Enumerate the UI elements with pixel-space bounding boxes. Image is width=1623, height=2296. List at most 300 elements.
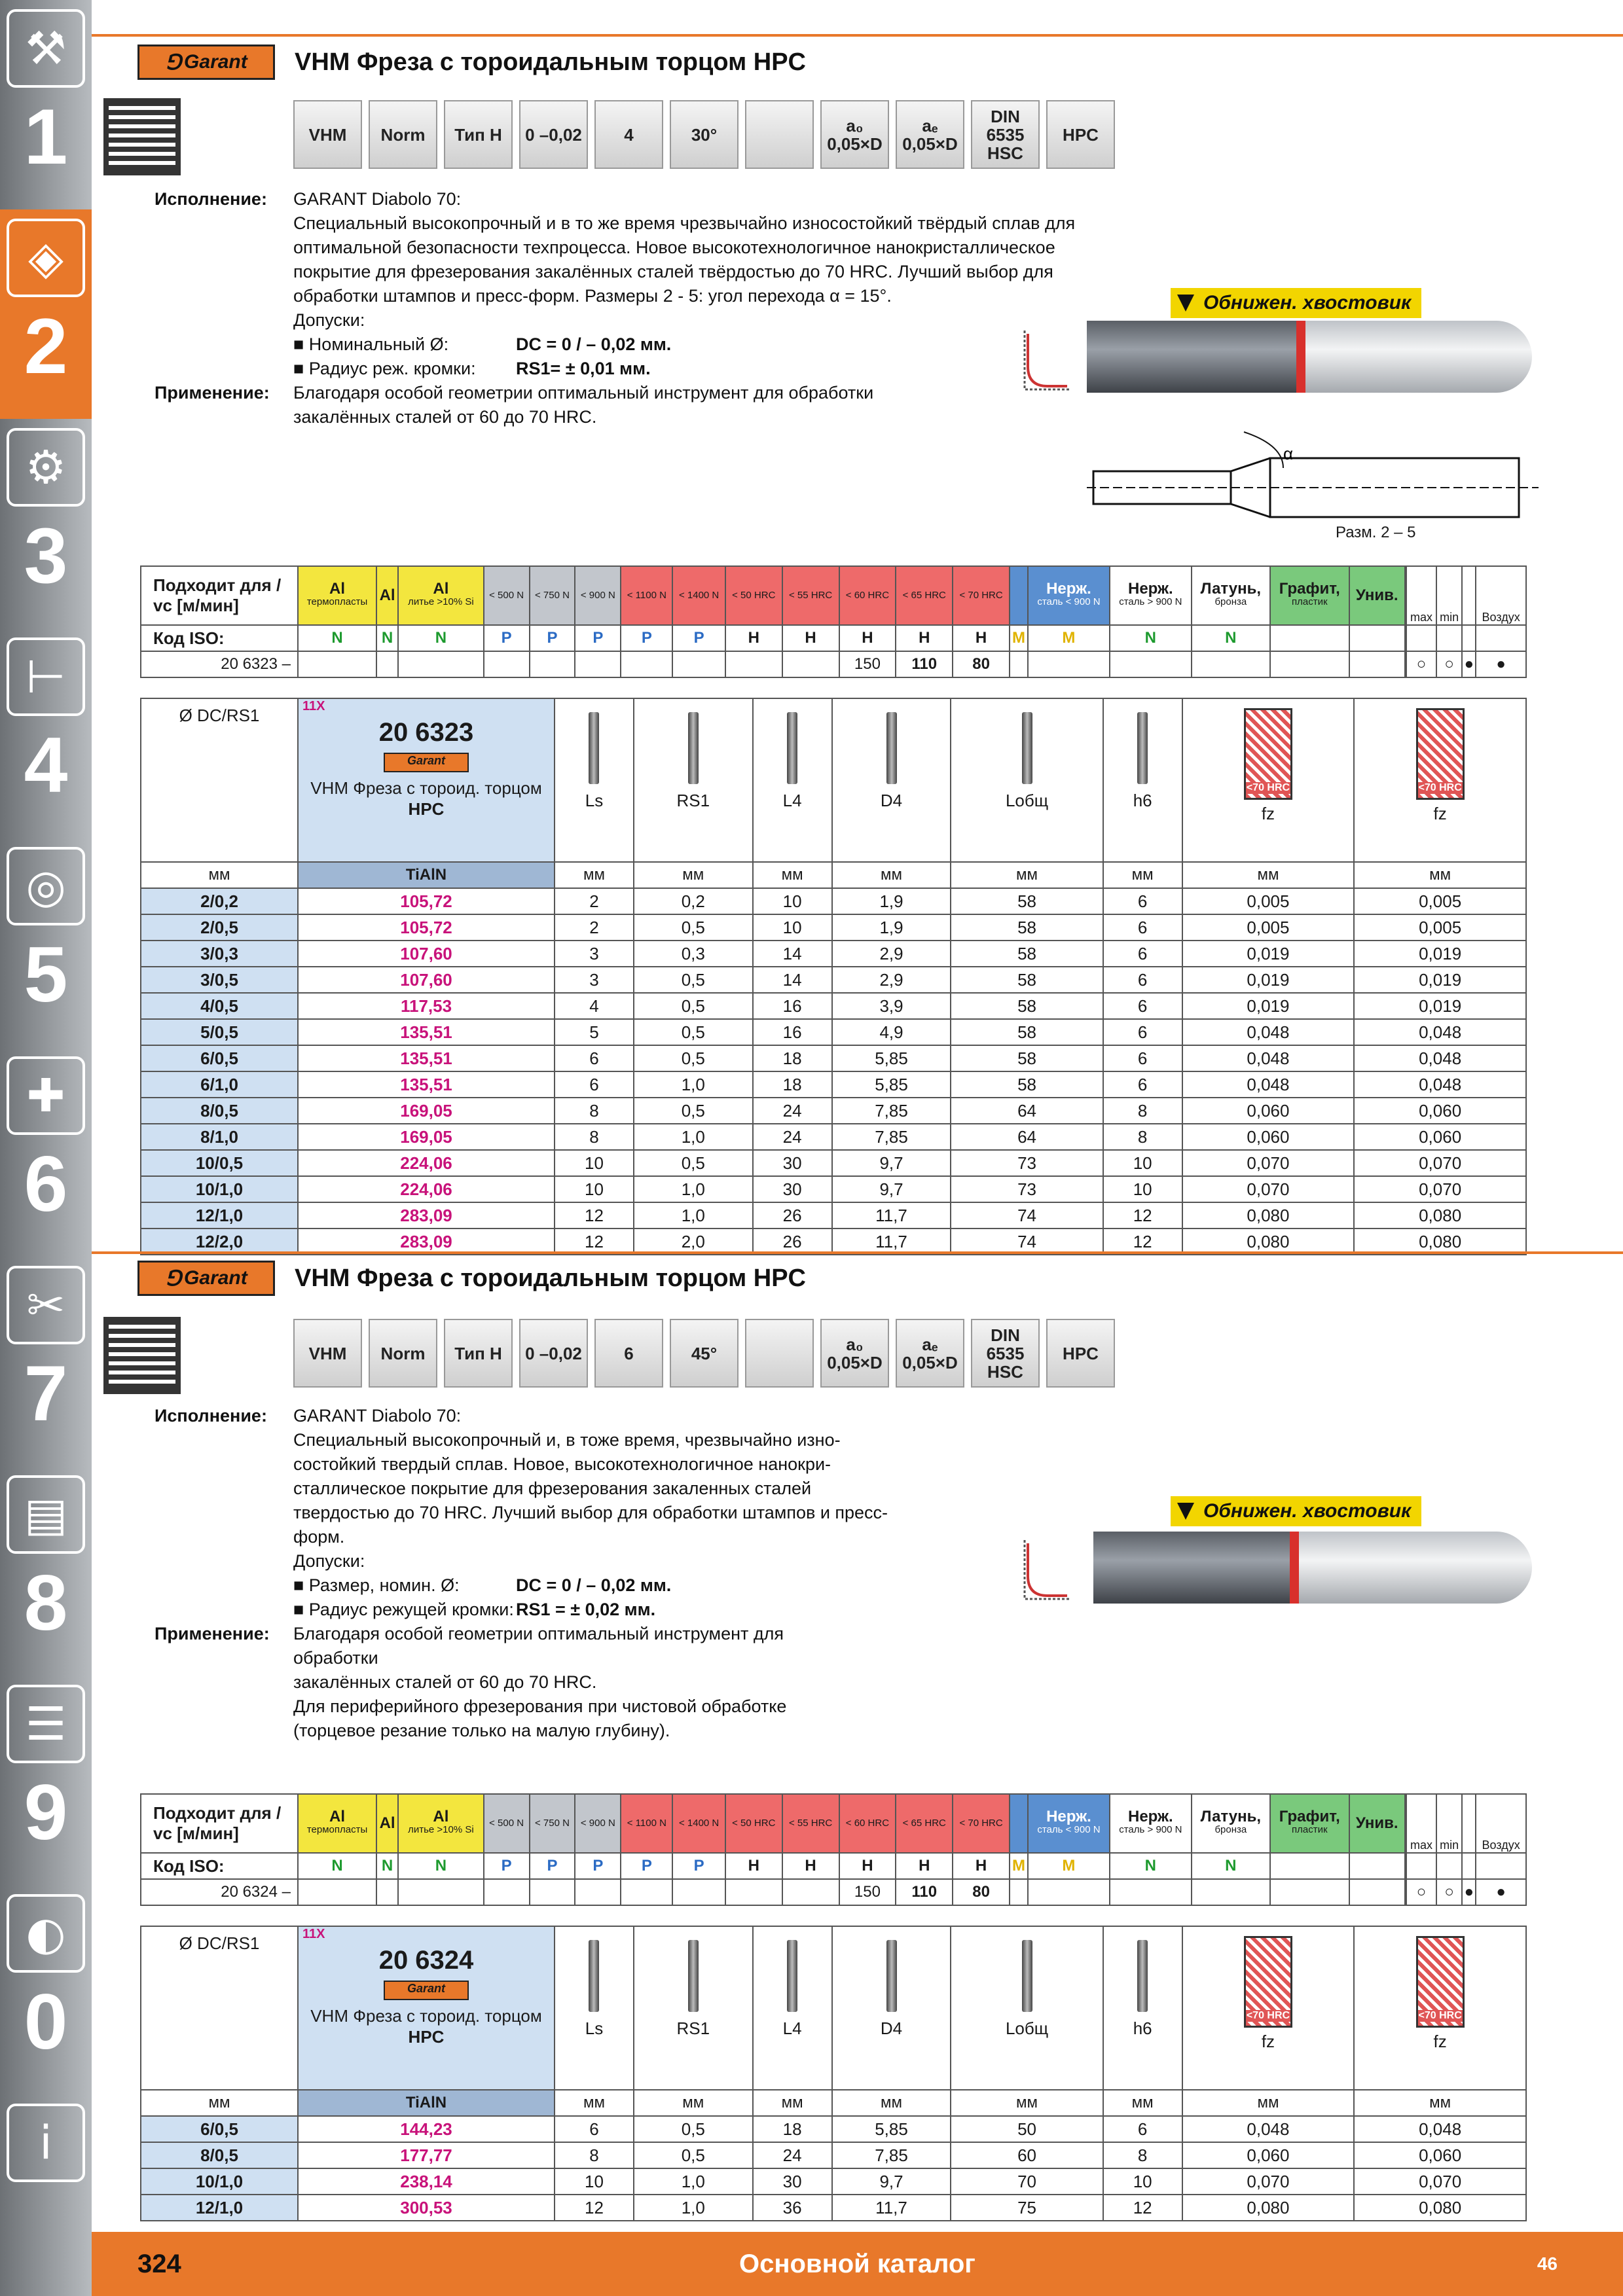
material-column: < 750 N: [530, 566, 575, 625]
section2-data-table: [140, 1926, 1527, 2221]
property-icon: 0 –0,02: [519, 1319, 588, 1388]
iso-code: H: [953, 625, 1010, 651]
table-cell: 0,5: [634, 2142, 753, 2168]
chapter-number: 7: [24, 1350, 68, 1437]
chapter-tab-4[interactable]: [0, 628, 92, 838]
material-column: Унив.: [1349, 566, 1405, 625]
table-cell: 0,048: [1182, 1045, 1355, 1071]
chapter-number: 5: [24, 931, 68, 1018]
table-cell: 4,9: [832, 1019, 951, 1045]
coolant-mark: ●: [1462, 651, 1476, 677]
table-cell: 10: [1103, 2168, 1182, 2195]
chapter-tab-9[interactable]: [0, 1676, 92, 1885]
material-column: < 65 HRC: [896, 566, 953, 625]
table-cell: 10/1,0: [141, 2168, 298, 2195]
exec-line: Специальный высокопрочный и в то же время чрезвычайно износостойкий твёрдый сплав для: [293, 213, 1076, 233]
chapter-tab-3[interactable]: [0, 419, 92, 628]
table-cell: 0,080: [1182, 1229, 1355, 1255]
dimension-header-l4: L4: [753, 698, 832, 862]
cutting-speed: [1192, 651, 1270, 677]
table-cell: 1,0: [634, 1124, 753, 1150]
dimension-header-lt: Lобщ: [951, 698, 1103, 862]
info-icon: i: [7, 2104, 85, 2182]
table-cell: 10: [1103, 1150, 1182, 1176]
table-cell: 6: [555, 1045, 634, 1071]
table-cell: 0,5: [634, 1045, 753, 1071]
dimension-note: Разм. 2 – 5: [1336, 524, 1416, 541]
chapter-tab-2[interactable]: [0, 209, 92, 419]
coolant-column: min: [1436, 566, 1462, 625]
iso-code: M: [1028, 625, 1110, 651]
tool-dimension-icon: [787, 1940, 797, 2012]
section2-shank-label: Обнижен. хвостовик: [1171, 1496, 1421, 1526]
material-column: < 1100 N: [621, 566, 672, 625]
material-column: Нерж. сталь < 900 N: [1028, 566, 1110, 625]
unit: мм: [951, 2090, 1103, 2116]
chapter-tab-1[interactable]: [0, 0, 92, 209]
material-hardness-icon: <70 HRC: [1244, 708, 1292, 800]
unit: мм: [951, 862, 1103, 888]
table-cell: 16: [753, 1019, 832, 1045]
table-cell: 64: [951, 1124, 1103, 1150]
table-cell: 5,85: [832, 2116, 951, 2142]
table-cell: 24: [753, 1124, 832, 1150]
table-row: [141, 1124, 1526, 1150]
table-cell: 0,005: [1182, 888, 1355, 914]
unit: мм: [141, 862, 298, 888]
material-label: Подходит для / vc [м/мин]: [141, 566, 298, 625]
material-column: Al литье >10% Si: [398, 1794, 484, 1853]
tool-dimension-icon: [1022, 1940, 1032, 2012]
iso-code: M: [1010, 1853, 1028, 1879]
cutting-speed: [484, 1879, 530, 1905]
iso-code: P: [621, 625, 672, 651]
property-icon: 6: [594, 1319, 663, 1388]
caliper-icon: ⊢: [7, 637, 85, 716]
table-cell: 0,060: [1182, 2142, 1355, 2168]
chapter-tab-8[interactable]: [0, 1466, 92, 1676]
section2-title: VHM Фреза с тороидальным торцом HPC: [295, 1264, 806, 1292]
tolerance-row: [293, 1573, 1006, 1598]
exec-label: Исполнение:: [155, 189, 267, 209]
qr-code: [103, 1317, 181, 1394]
table-cell: 12: [1103, 1229, 1182, 1255]
cutting-speed: 80: [953, 651, 1010, 677]
material-column: Al: [376, 1794, 398, 1853]
chapter-tab-5[interactable]: [0, 838, 92, 1047]
table-cell: 18: [753, 1071, 832, 1098]
unit: мм: [1354, 2090, 1526, 2116]
material-column: < 1400 N: [672, 566, 725, 625]
chapter-sidebar: [0, 0, 92, 2296]
table-cell: 6/0,5: [141, 1045, 298, 1071]
tolerance-value: DC = 0 / – 0,02 мм.: [516, 1575, 672, 1595]
table-cell: 6: [1103, 993, 1182, 1019]
material-column: Латунь, бронза: [1192, 566, 1270, 625]
table-row: [141, 967, 1526, 993]
material-column: < 60 HRC: [839, 566, 896, 625]
section1-dimension-drawing: [1087, 419, 1539, 537]
cutting-speed: [398, 1879, 484, 1905]
cutting-speed: [672, 651, 725, 677]
table-cell: 0,005: [1182, 914, 1355, 941]
table-cell: 6: [555, 1071, 634, 1098]
table-cell: 8/0,5: [141, 1098, 298, 1124]
cutting-speed: [376, 1879, 398, 1905]
dimension-header-ls: Ls: [555, 698, 634, 862]
unit: мм: [634, 2090, 753, 2116]
iso-code: H: [896, 625, 953, 651]
material-column: Al литье >10% Si: [398, 566, 484, 625]
tolerance-label: ■ Радиус режущей кромки:: [293, 1600, 514, 1619]
footer-small-number: 46: [1537, 2253, 1558, 2274]
feed-header: <70 HRC fz: [1354, 1926, 1526, 2090]
table-cell: 0,060: [1182, 1124, 1355, 1150]
price-cell: 283,09: [298, 1202, 555, 1229]
cutting-speed: [1110, 651, 1192, 677]
exec-line: GARANT Diabolo 70:: [293, 189, 462, 209]
material-column: < 65 HRC: [896, 1794, 953, 1853]
tool-dimension-icon: [589, 1940, 599, 2012]
dimension-header-d4: D4: [832, 1926, 951, 2090]
dimension-header-d4: D4: [832, 698, 951, 862]
article-number: 20 6323: [378, 718, 474, 747]
cutting-speed: [725, 651, 782, 677]
unit: мм: [832, 2090, 951, 2116]
table-cell: 5: [555, 1019, 634, 1045]
iso-code: P: [621, 1853, 672, 1879]
table-cell: 0,060: [1354, 2142, 1526, 2168]
cutting-speed: 150: [839, 651, 896, 677]
table-cell: 0,048: [1182, 2116, 1355, 2142]
cutting-speed: [725, 1879, 782, 1905]
cutting-speed: 150: [839, 1879, 896, 1905]
material-column: Латунь, бронза: [1192, 1794, 1270, 1853]
material-column: < 55 HRC: [782, 1794, 839, 1853]
application-label: Применение:: [155, 1624, 270, 1643]
table-cell: 10: [753, 914, 832, 941]
section1-header: [137, 42, 806, 82]
tolerance-row: [293, 332, 1075, 357]
coolant-column: max: [1406, 566, 1436, 625]
cutting-speed: [298, 651, 376, 677]
diameter-header: Ø DC/RS1: [141, 698, 298, 862]
cutting-speed: [1028, 651, 1110, 677]
table-cell: 0,080: [1182, 1202, 1355, 1229]
unit: мм: [555, 2090, 634, 2116]
property-icon: Norm: [369, 100, 437, 169]
dimension-header-h6: h6: [1103, 1926, 1182, 2090]
table-cell: 0,5: [634, 1150, 753, 1176]
table-cell: 0,048: [1182, 1071, 1355, 1098]
section2-description: [155, 1404, 1006, 1740]
table-cell: 70: [951, 2168, 1103, 2195]
table-cell: 0,070: [1354, 1176, 1526, 1202]
tolerance-label: ■ Радиус реж. кромки:: [293, 359, 476, 378]
price-cell: 177,77: [298, 2142, 555, 2168]
iso-code: N: [298, 625, 376, 651]
dimension-header-h6: h6: [1103, 698, 1182, 862]
chapter-tab-i[interactable]: [0, 2094, 92, 2296]
iso-code: [1270, 625, 1349, 651]
table-cell: 8: [1103, 1098, 1182, 1124]
iso-code: N: [298, 1853, 376, 1879]
garant-logo: ⅁ Garant: [137, 45, 275, 80]
coolant-mark: ●: [1476, 651, 1526, 677]
table-cell: 12: [1103, 1202, 1182, 1229]
coating: TiAlN: [298, 2090, 555, 2116]
cutting-speed: 110: [896, 651, 953, 677]
dimension-header-ls: Ls: [555, 1926, 634, 2090]
chapter-number: 0: [24, 1978, 68, 2066]
coolant-column: Воздух: [1476, 566, 1526, 625]
table-cell: 73: [951, 1150, 1103, 1176]
tolerance-value: RS1= ± 0,01 мм.: [516, 359, 651, 378]
table-cell: 0,5: [634, 914, 753, 941]
qr-code: [103, 98, 181, 175]
tolerance-label: ■ Размер, номин. Ø:: [293, 1575, 460, 1595]
cutting-speed: [782, 1879, 839, 1905]
exec-line: твердостью до 70 HRC. Лучший выбор для обработки штампов и пресс-: [293, 1503, 888, 1522]
table-cell: 14: [753, 967, 832, 993]
table-cell: 6: [1103, 941, 1182, 967]
table-cell: 58: [951, 993, 1103, 1019]
tolerance-row: [293, 1598, 1006, 1622]
property-icon: a₀ 0,05×D: [820, 100, 889, 169]
iso-code: H: [953, 1853, 1010, 1879]
table-cell: 2/0,5: [141, 914, 298, 941]
iso-code: M: [1028, 1853, 1110, 1879]
table-row: [141, 2142, 1526, 2168]
table-cell: 12: [555, 1229, 634, 1255]
table-cell: 7,85: [832, 1098, 951, 1124]
iso-code: [1349, 1853, 1405, 1879]
chapter-number: 1: [24, 93, 68, 181]
iso-code: P: [484, 625, 530, 651]
table-cell: 0,005: [1354, 914, 1526, 941]
material-column: < 70 HRC: [953, 566, 1010, 625]
property-icon: HPC: [1046, 1319, 1115, 1388]
cutting-speed: [782, 651, 839, 677]
cutting-speed: [1349, 651, 1405, 677]
section1-title: VHM Фреза с тороидальным торцом HPC: [295, 48, 806, 76]
unit: мм: [1182, 2090, 1355, 2116]
coating: TiAlN: [298, 862, 555, 888]
material-column: < 1400 N: [672, 1794, 725, 1853]
tolerance-value: DC = 0 / – 0,02 мм.: [516, 334, 672, 354]
application-line: (торцевое резание только на малую глубину).: [293, 1721, 670, 1740]
material-column: < 750 N: [530, 1794, 575, 1853]
table-cell: 0,2: [634, 888, 753, 914]
tap-icon: ⚙: [7, 428, 85, 507]
exec-line: покрытие для фрезерования закалённых сталей твёрдостью до 70 HRC. Лучший выбор для: [293, 262, 1053, 281]
table-cell: 0,019: [1354, 941, 1526, 967]
table-cell: 2,0: [634, 1229, 753, 1255]
material-column: Нерж. сталь > 900 N: [1110, 1794, 1192, 1853]
material-column: < 50 HRC: [725, 1794, 782, 1853]
table-cell: 30: [753, 1150, 832, 1176]
material-column: Графит, пластик: [1270, 566, 1349, 625]
table-cell: 0,060: [1354, 1098, 1526, 1124]
garant-logo: Garant: [384, 1981, 469, 2000]
article-header: 11X 20 6324 Garant VHM Фреза с тороид. торцом HPC: [298, 1926, 555, 2090]
section1-material-table: [140, 565, 1527, 678]
property-icon: 4: [594, 100, 663, 169]
table-cell: 6: [1103, 1045, 1182, 1071]
chapter-tab-0[interactable]: [0, 1885, 92, 2094]
chapter-tab-6[interactable]: [0, 1047, 92, 1257]
chapter-tab-7[interactable]: [0, 1257, 92, 1466]
table-cell: 0,005: [1354, 888, 1526, 914]
table-cell: 0,019: [1182, 967, 1355, 993]
property-icon: Norm: [369, 1319, 437, 1388]
table-cell: 5/0,5: [141, 1019, 298, 1045]
table-cell: 0,3: [634, 941, 753, 967]
chapter-number: 6: [24, 1140, 68, 1228]
table-cell: 8/1,0: [141, 1124, 298, 1150]
application-block: [155, 1622, 867, 1743]
cutting-speed: [484, 651, 530, 677]
application-block: [155, 381, 936, 429]
table-row: [141, 941, 1526, 967]
coolant-mark: ●: [1462, 1879, 1476, 1905]
table-cell: 58: [951, 941, 1103, 967]
cutting-speed: [672, 1879, 725, 1905]
cabinet-icon: ☰: [7, 1685, 85, 1763]
price-cell: 105,72: [298, 888, 555, 914]
cutting-speed: [398, 651, 484, 677]
table-cell: 0,060: [1354, 1124, 1526, 1150]
cutting-speed: [621, 1879, 672, 1905]
coolant-column: max: [1406, 1794, 1436, 1853]
feed-header: <70 HRC fz: [1354, 698, 1526, 862]
cutting-speed: [1010, 1879, 1028, 1905]
table-cell: 12: [555, 2195, 634, 2221]
table-cell: 24: [753, 1098, 832, 1124]
table-cell: 10: [1103, 1176, 1182, 1202]
dimension-header-lt: Lобщ: [951, 1926, 1103, 2090]
table-cell: 0,070: [1354, 1150, 1526, 1176]
table-cell: 8: [1103, 2142, 1182, 2168]
iso-code: P: [575, 1853, 621, 1879]
saw-icon: ◎: [7, 847, 85, 925]
table-cell: 58: [951, 967, 1103, 993]
section1-description: [155, 187, 1169, 436]
table-cell: 0,080: [1182, 2195, 1355, 2221]
unit: мм: [1103, 2090, 1182, 2116]
material-hardness-icon: <70 HRC: [1416, 708, 1465, 800]
application-line: Для периферийного фрезерования при чистовой обработке: [293, 1696, 787, 1716]
svg-text:α: α: [1283, 444, 1294, 463]
table-cell: 12: [555, 1202, 634, 1229]
table-cell: 3/0,5: [141, 967, 298, 993]
cutting-speed: [1028, 1879, 1110, 1905]
table-row: [141, 1045, 1526, 1071]
material-column: Al термопласты: [298, 1794, 376, 1853]
iso-code: H: [782, 625, 839, 651]
iso-code: N: [1110, 625, 1192, 651]
table-cell: 2: [555, 914, 634, 941]
table-cell: 12/1,0: [141, 2195, 298, 2221]
table-cell: 18: [753, 2116, 832, 2142]
dimension-header-l4: L4: [753, 1926, 832, 2090]
application-line: закалённых сталей от 60 до 70 HRC.: [293, 407, 597, 427]
table-cell: 64: [951, 1098, 1103, 1124]
unit: мм: [1103, 862, 1182, 888]
table-cell: 1,9: [832, 888, 951, 914]
tolerance-row: [293, 357, 1075, 381]
tool-dimension-icon: [688, 1940, 699, 2012]
table-cell: 0,019: [1182, 993, 1355, 1019]
corner-radius-icon: [1021, 1537, 1074, 1602]
iso-code: N: [1192, 625, 1270, 651]
table-cell: 0,070: [1182, 2168, 1355, 2195]
material-column: Al: [376, 566, 398, 625]
cutting-speed: [530, 1879, 575, 1905]
table-cell: 0,080: [1354, 1229, 1526, 1255]
wrench-icon: ✚: [7, 1056, 85, 1135]
table-cell: 12/2,0: [141, 1229, 298, 1255]
iso-code: H: [839, 625, 896, 651]
table-cell: 2,9: [832, 967, 951, 993]
cutting-speed: [1110, 1879, 1192, 1905]
table-cell: 0,019: [1354, 967, 1526, 993]
table-cell: 0,048: [1182, 1019, 1355, 1045]
table-cell: 10: [555, 1150, 634, 1176]
table-row: [141, 2168, 1526, 2195]
table-cell: 8: [555, 1124, 634, 1150]
coolant-mark: ○: [1436, 1879, 1462, 1905]
table-cell: 0,070: [1182, 1150, 1355, 1176]
table-cell: 10: [555, 2168, 634, 2195]
table-cell: 1,0: [634, 1176, 753, 1202]
exec-line: Допуски:: [293, 310, 365, 330]
table-cell: 10/0,5: [141, 1150, 298, 1176]
exec-line: сталлическое покрытие для фрезерования закаленных сталей: [293, 1479, 812, 1498]
table-cell: 1,9: [832, 914, 951, 941]
chapter-number: 4: [24, 721, 68, 809]
iso-label: Код ISO:: [141, 625, 298, 651]
material-column: Al термопласты: [298, 566, 376, 625]
material-column: < 55 HRC: [782, 566, 839, 625]
table-cell: 6: [1103, 1019, 1182, 1045]
property-icon: VHM: [293, 100, 362, 169]
table-cell: 12: [1103, 2195, 1182, 2221]
material-column: < 70 HRC: [953, 1794, 1010, 1853]
property-icon: [745, 100, 814, 169]
table-cell: 6: [1103, 888, 1182, 914]
property-icon: DIN 6535 HSC: [971, 100, 1040, 169]
table-row: [141, 1019, 1526, 1045]
table-cell: 1,0: [634, 1202, 753, 1229]
table-cell: 0,080: [1354, 1202, 1526, 1229]
table-cell: 0,019: [1354, 993, 1526, 1019]
table-row: [141, 993, 1526, 1019]
iso-code: N: [1110, 1853, 1192, 1879]
coolant-column: Воздух: [1476, 1794, 1526, 1853]
material-column: Унив.: [1349, 1794, 1405, 1853]
material-hardness-icon: <70 HRC: [1416, 1936, 1465, 2028]
price-cell: 238,14: [298, 2168, 555, 2195]
table-cell: 0,080: [1354, 2195, 1526, 2221]
unit: мм: [1182, 862, 1355, 888]
table-row: [141, 2116, 1526, 2142]
property-icon: 30°: [670, 100, 739, 169]
table-row: [141, 1202, 1526, 1229]
article-header: 11X 20 6323 Garant VHM Фреза с тороид. торцом HPC: [298, 698, 555, 862]
material-label: Подходит для / vc [м/мин]: [141, 1794, 298, 1853]
table-cell: 2,9: [832, 941, 951, 967]
